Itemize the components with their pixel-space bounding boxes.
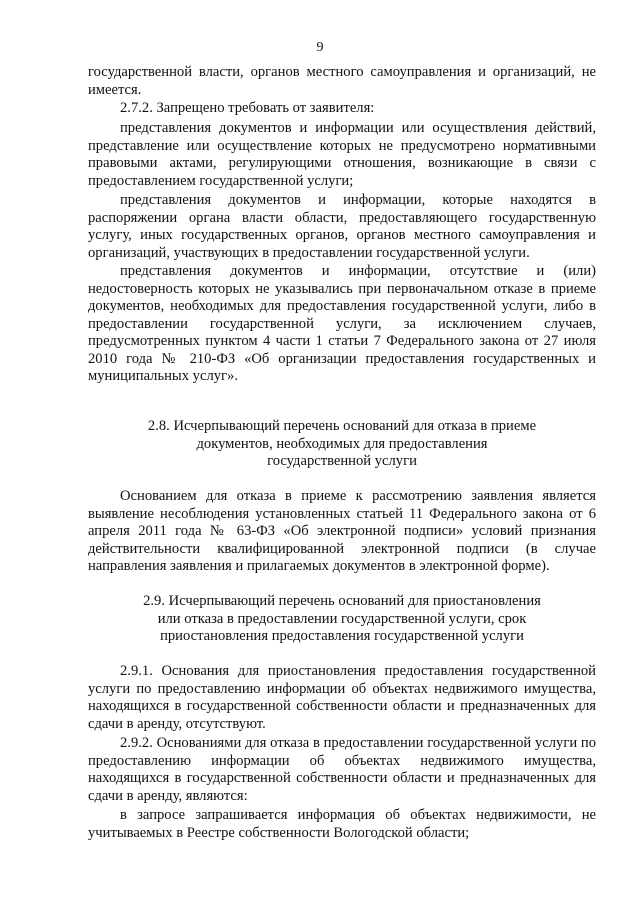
paragraph-continuation: государственной власти, органов местного самоуправления и организаций, не имеется. xyxy=(88,64,596,98)
paragraph-272-item2: представления документов и информации, которые находятся в распоряжении органа власти области, предоставляющего государственную услугу, иных государственных органов, органов местного самоуправления и организаций, участвующих в предоставлении государственной услуги. xyxy=(88,192,596,261)
paragraph-291: 2.9.1. Основания для приостановления предоставления государственной услуги по предоставлению информации об объектах недвижимого имущества, находящихся в государственной собственности области и предназначенных для сдачи в аренду, отсутствуют. xyxy=(88,663,596,732)
heading-line: 2.9. Исчерпывающий перечень оснований для приостановления xyxy=(143,593,541,609)
paragraph-272-intro: 2.7.2. Запрещено требовать от заявителя: xyxy=(120,100,375,116)
heading-line: приостановления предоставления государственной услуги xyxy=(160,628,524,644)
paragraph-292: 2.9.2. Основаниями для отказа в предоставлении государственной услуги по предоставлению информации об объектах недвижимого имущества, находящихся в государственной собственности области и предназначенных для сдачи в аренду, являются: xyxy=(88,735,596,804)
paragraph-292-item1: в запросе запрашивается информация об объектах недвижимости, не учитываемых в Реестре собственности Вологодской области; xyxy=(88,807,596,841)
heading-line: 2.8. Исчерпывающий перечень оснований для отказа в приеме xyxy=(147,418,537,434)
paragraph-272-item1: представления документов и информации или осуществления действий, представление или осуществление которых не предусмотрено нормативными правовыми актами, регулирующими отношения, возникающие в связи с предоставлением государственной услуги; xyxy=(88,120,596,189)
heading-line: документов, необходимых для предоставления xyxy=(196,435,488,452)
paragraph-2-8-body: Основанием для отказа в приеме к рассмотрению заявления является выявление несоблюдения установленных статьей 11 Федерального закона от 6 апреля 2011 года № 63-ФЗ «Об электронной подписи» условий признания действительности квалифицированной электронной подписи (в случае направления заявления и прилагаемых документов в электронной форме). xyxy=(88,488,596,574)
section-heading-2-9 xyxy=(88,593,596,646)
section-heading-2-8 xyxy=(88,418,596,471)
heading-line: или отказа в предоставлении государственной услуги, срок xyxy=(157,610,527,627)
heading-line: государственной услуги xyxy=(267,453,417,469)
paragraph-272-item3: представления документов и информации, отсутствие и (или) недостоверность которых не указывались при первоначальном отказе в приеме документов, необходимых для предоставления государственной услуги, либо в предоставлении государственной услуги, за исключением случаев, предусмотренных пунктом 4 части 1 статьи 7 Федерального закона от 27 июля 2010 года № 210-ФЗ «Об организации предоставления государственных и муниципальных услуг». xyxy=(88,263,596,384)
page-number: 9 xyxy=(316,40,324,55)
